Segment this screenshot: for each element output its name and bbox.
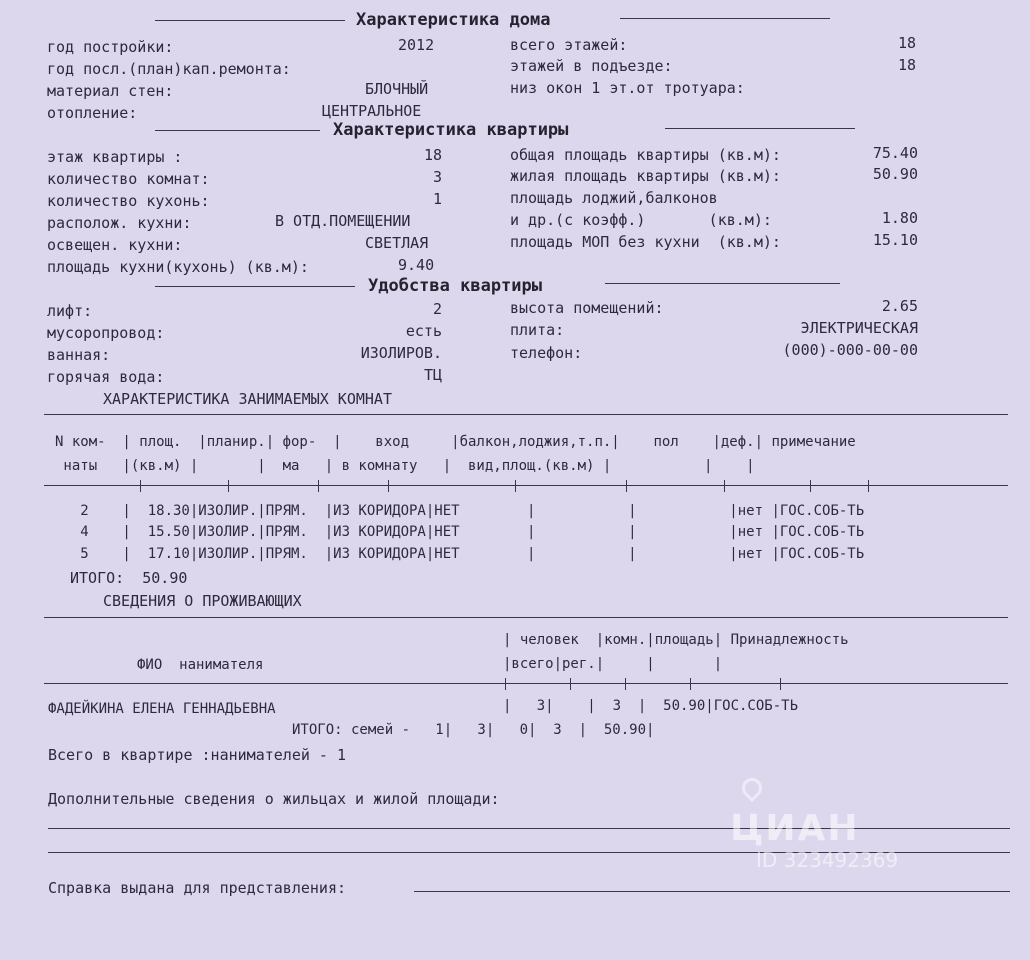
rule (665, 128, 855, 129)
table-top-rule (44, 617, 1008, 618)
label: количество кухонь: (47, 192, 210, 210)
fill-line (414, 891, 1010, 892)
label: ванная: (47, 346, 111, 364)
section-title-house: Характеристика дома (356, 10, 551, 30)
label: плита: (510, 321, 565, 339)
value: 1 (432, 190, 442, 208)
section-title-amenities: Удобства квартиры (368, 276, 542, 296)
label: общая площадь квартиры (кв.м): (510, 146, 781, 164)
table-row: 4 | 15.50|ИЗОЛИР.|ПРЯМ. |ИЗ КОРИДОРА|НЕТ | | |нет |ГОС.СОБ-ТЬ (55, 524, 865, 540)
label: площадь МОП без кухни (кв.м): (510, 233, 781, 251)
value: ИЗОЛИРОВ. (360, 344, 442, 362)
issued-for-label: Справка выдана для представления: (48, 879, 347, 897)
value: 1.80 (881, 209, 918, 227)
value: 2 (432, 300, 442, 318)
label: высота помещений: (510, 299, 664, 317)
tick (515, 480, 516, 492)
table-row: 5 | 17.10|ИЗОЛИР.|ПРЯМ. |ИЗ КОРИДОРА|НЕТ | | |нет |ГОС.СОБ-ТЬ (55, 546, 865, 562)
label: освещен. кухни: (47, 236, 183, 254)
rule (155, 130, 320, 131)
value: БЛОЧНЫЙ (365, 80, 429, 98)
map-pin-icon (738, 774, 766, 802)
rule (155, 286, 355, 287)
value: СВЕТЛАЯ (365, 234, 429, 252)
value: 18 (897, 34, 916, 52)
value: ТЦ (423, 366, 442, 384)
label: мусоропровод: (47, 324, 165, 342)
tick (724, 480, 725, 492)
value: 50.90 (872, 165, 918, 183)
label: год постройки: (47, 38, 174, 56)
section-title-flat: Характеристика квартиры (333, 120, 569, 140)
watermark-id: ID 323492369 (756, 848, 899, 872)
tick (570, 678, 571, 690)
value: 18 (897, 56, 916, 74)
tick (810, 480, 811, 492)
value: (000)-000-00-00 (782, 341, 918, 359)
table-top-rule (44, 414, 1008, 415)
label: этаж квартиры : (47, 148, 183, 166)
table-header: | человек |комн.|площадь| Принадлежность (503, 632, 849, 648)
value: 15.10 (872, 231, 918, 249)
label: год посл.(план)кап.ремонта: (47, 60, 291, 78)
value: 75.40 (872, 144, 918, 162)
tick (868, 480, 869, 492)
value: 18 (423, 146, 442, 164)
label: и др.(с коэфф.) (кв.м): (510, 211, 772, 229)
extra-info-label: Дополнительные сведения о жильцах и жилой площади: (48, 790, 500, 808)
label: площадь лоджий,балконов (510, 189, 718, 207)
tick (625, 678, 626, 690)
tick (388, 480, 389, 492)
value: 9.40 (398, 256, 435, 274)
label: количество комнат: (47, 170, 210, 188)
table-header: |всего|рег.| | | (503, 656, 723, 672)
value: В ОТД.ПОМЕЩЕНИИ (275, 212, 411, 230)
label: телефон: (510, 344, 583, 362)
rule (620, 18, 830, 19)
resident-name: ФАДЕЙКИНА ЕЛЕНА ГЕННАДЬЕВНА (48, 701, 276, 717)
label: лифт: (47, 302, 93, 320)
resident-values: | 3| | 3 | 50.90|ГОС.СОБ-ТЬ (503, 698, 799, 714)
value: 2012 (398, 36, 435, 54)
table-header: ФИО нанимателя (137, 657, 264, 673)
value: 3 (432, 168, 442, 186)
tick (626, 480, 627, 492)
residents-count: Всего в квартире :нанимателей - 1 (48, 746, 347, 764)
label: площадь кухни(кухонь) (кв.м): (47, 258, 309, 276)
rule (605, 283, 840, 284)
table-header-rule (44, 683, 1008, 684)
table-header: наты |(кв.м) | | ма | в комнату | вид,площ.(кв.м) | | | (55, 458, 755, 474)
tick (505, 678, 506, 690)
label: этажей в подъезде: (510, 57, 673, 75)
table-row: 2 | 18.30|ИЗОЛИР.|ПРЯМ. |ИЗ КОРИДОРА|НЕТ | | |нет |ГОС.СОБ-ТЬ (55, 503, 865, 519)
tick (140, 480, 141, 492)
watermark-logo: ЦИАН (730, 808, 860, 849)
value: 2.65 (881, 297, 918, 315)
label: всего этажей: (510, 36, 628, 54)
label: горячая вода: (47, 368, 165, 386)
section-title-residents: СВЕДЕНИЯ О ПРОЖИВАЮЩИХ (103, 592, 302, 610)
value: есть (405, 322, 442, 340)
label: низ окон 1 эт.от тротуара: (510, 79, 745, 97)
value: ЭЛЕКТРИЧЕСКАЯ (800, 319, 918, 337)
table-header: N ком- | площ. |планир.| фор- | вход |балкон,лоджия,т.п.| пол |деф.| примечание (55, 434, 856, 450)
rule (155, 20, 345, 21)
value: ЦЕНТРАЛЬНОЕ (322, 102, 422, 120)
table-header-rule (44, 485, 1008, 486)
fill-line (48, 828, 1010, 829)
tick (690, 678, 691, 690)
section-title-rooms: ХАРАКТЕРИСТИКА ЗАНИМАЕМЫХ КОМНАТ (103, 390, 392, 408)
tick (318, 480, 319, 492)
table-total: ИТОГО: 50.90 (70, 569, 188, 587)
label: располож. кухни: (47, 214, 192, 232)
label: материал стен: (47, 82, 174, 100)
tick (780, 678, 781, 690)
tick (228, 480, 229, 492)
residents-total: ИТОГО: семей - 1| 3| 0| 3 | 50.90| (292, 722, 655, 738)
label: жилая площадь квартиры (кв.м): (510, 167, 781, 185)
label: отопление: (47, 104, 138, 122)
